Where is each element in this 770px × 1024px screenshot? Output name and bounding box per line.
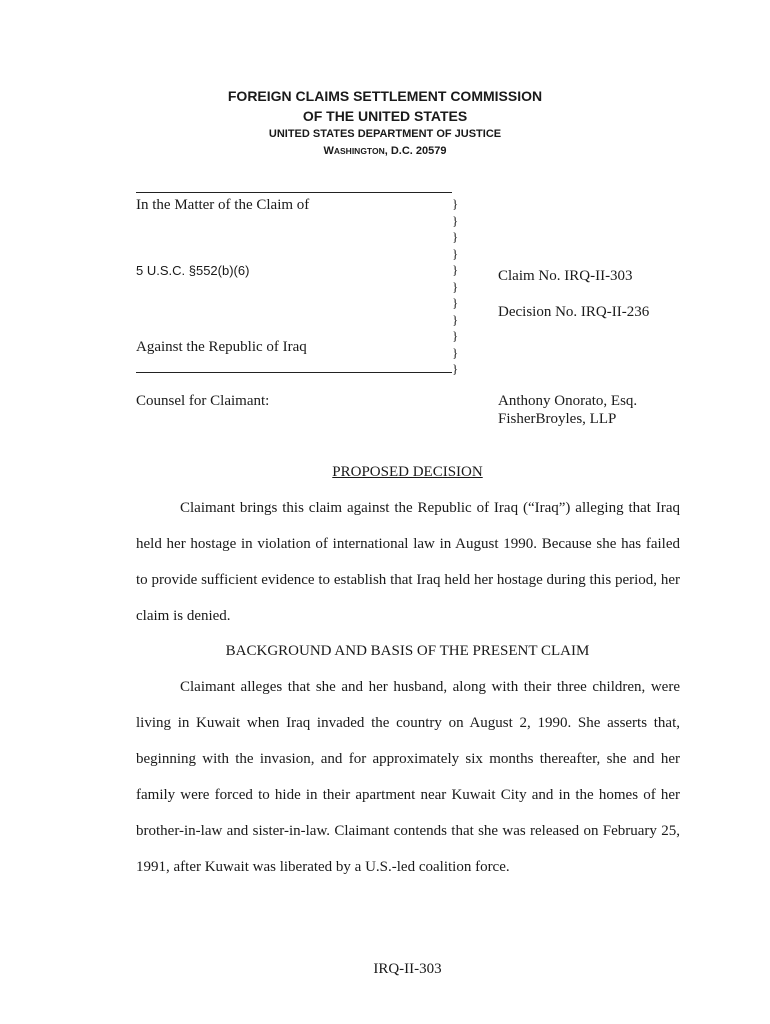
- bracket: }: [452, 262, 459, 277]
- location-smallcaps: ASHINGTON: [333, 146, 385, 156]
- department-name: UNITED STATES DEPARTMENT OF JUSTICE: [268, 128, 502, 140]
- bracket: }: [452, 212, 459, 228]
- section-heading: BACKGROUND AND BASIS OF THE PRESENT CLAIM: [225, 643, 590, 659]
- counsel-name: Anthony Onorato, Esq.: [498, 393, 638, 409]
- bracket: }: [452, 295, 459, 310]
- commission-title: FOREIGN CLAIMS SETTLEMENT COMMISSION: [227, 88, 543, 104]
- matter-label: In the Matter of the Claim of: [136, 197, 310, 213]
- paragraph-line: held her hostage in violation of international law in August 1990. Because she has failed: [136, 536, 680, 552]
- paragraph-line: 1991, after Kuwait was liberated by a U.S.-led coalition force.: [136, 859, 510, 875]
- bracket: }: [452, 196, 459, 211]
- counsel-label: Counsel for Claimant:: [136, 393, 270, 409]
- against-label: Against the Republic of Iraq: [136, 339, 307, 355]
- statute-redaction: 5 U.S.C. §552(b)(6): [136, 263, 250, 278]
- paragraph-background: [136, 669, 680, 885]
- counsel-firm: FisherBroyles, LLP: [498, 411, 617, 427]
- paragraph-line: brother-in-law and sister-in-law. Claimant contends that she was released on February 25,: [136, 823, 680, 839]
- paragraph-line: family were forced to hide in their apartment near Kuwait City and in the homes of her: [136, 787, 680, 803]
- page-footer: IRQ-II-303: [373, 961, 442, 977]
- bracket: }: [452, 361, 459, 376]
- caption-brackets: [452, 196, 458, 378]
- decision-title: PROPOSED DECISION: [332, 464, 483, 480]
- paragraph-line: living in Kuwait when Iraq invaded the country on August 2, 1990. She asserts that,: [136, 715, 680, 731]
- bracket: }: [452, 229, 459, 244]
- decision-number: Decision No. IRQ-II-236: [498, 304, 650, 320]
- paragraph-intro: [136, 490, 680, 634]
- bracket: }: [452, 311, 459, 327]
- location-tail: , D.C. 20579: [384, 145, 447, 157]
- bracket: }: [452, 278, 459, 294]
- paragraph-line: claim is denied.: [136, 608, 231, 624]
- claim-number: Claim No. IRQ-II-303: [498, 268, 633, 284]
- paragraph-line: Claimant alleges that she and her husband, along with their three children, were: [180, 679, 680, 695]
- caption-top-rule: [136, 192, 452, 193]
- bracket: }: [452, 344, 459, 360]
- paragraph-line: beginning with the invasion, and for approximately six months thereafter, she and her: [136, 751, 680, 767]
- location: [0, 143, 770, 159]
- bracket: }: [452, 245, 459, 261]
- paragraph-line: to provide sufficient evidence to establish that Iraq held her hostage during this period, her: [136, 572, 680, 588]
- location-initial: W: [323, 145, 334, 157]
- bracket: }: [452, 328, 459, 343]
- commission-subtitle: OF THE UNITED STATES: [302, 108, 468, 124]
- paragraph-line: Claimant brings this claim against the Republic of Iraq (“Iraq”) alleging that Iraq: [180, 500, 680, 516]
- caption-bottom-rule: [136, 372, 452, 373]
